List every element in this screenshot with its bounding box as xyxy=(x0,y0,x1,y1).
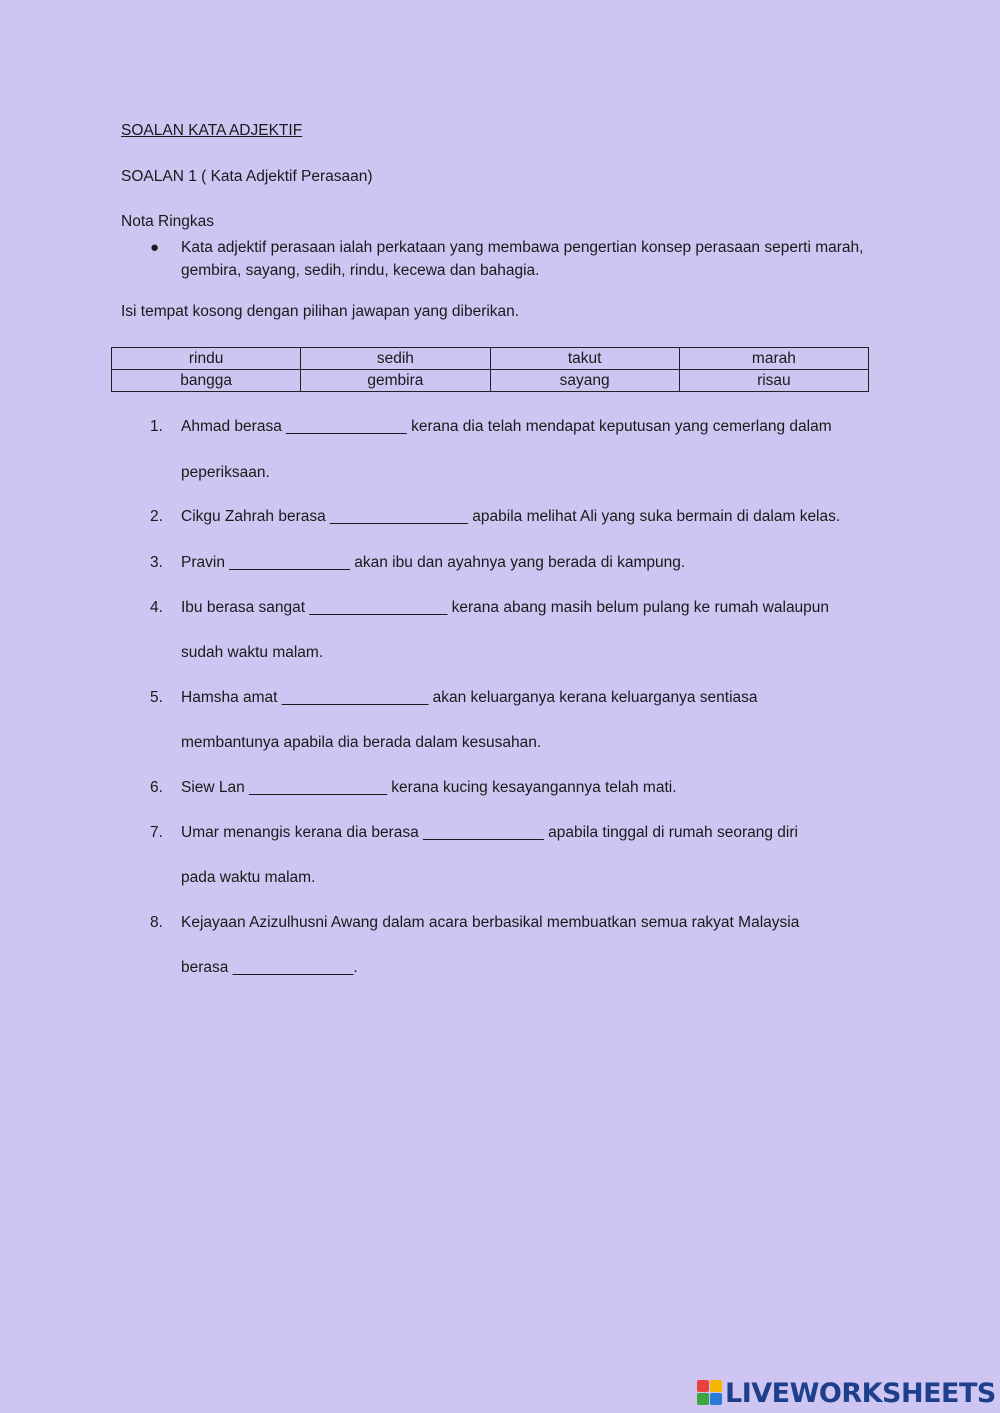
answer-choices-table xyxy=(111,347,869,392)
question-number: 7. xyxy=(150,824,163,841)
question-text-continued: sudah waktu malam. xyxy=(181,644,324,661)
notes-bullet-text: Kata adjektif perasaan ialah perkataan yang membawa pengertian konsep perasaan seperti marah, gembira, sayang, sedih, rindu, kecewa dan bahagia. xyxy=(181,239,864,279)
question-text[interactable]: Ahmad berasa ______________ kerana dia telah mendapat keputusan yang cemerlang dalam xyxy=(181,418,832,435)
notes-title: Nota Ringkas xyxy=(121,213,215,230)
question-number: 3. xyxy=(150,554,163,571)
question-section-title: SOALAN 1 ( Kata Adjektif Perasaan) xyxy=(121,168,373,185)
question-number: 5. xyxy=(150,689,163,706)
choices-row xyxy=(112,370,869,392)
choice-cell[interactable]: risau xyxy=(679,370,868,392)
question-text-continued: peperiksaan. xyxy=(181,464,270,481)
choices-row xyxy=(112,348,869,370)
question-number: 6. xyxy=(150,779,163,796)
liveworksheets-logo xyxy=(697,1376,996,1410)
question-text-continued[interactable]: berasa ______________. xyxy=(181,959,358,976)
liveworksheets-logo-icon xyxy=(697,1380,723,1406)
question-text[interactable]: Kejayaan Azizulhusni Awang dalam acara berbasikal membuatkan semua rakyat Malaysia xyxy=(181,914,800,931)
choice-cell[interactable]: sedih xyxy=(301,348,490,370)
question-number: 2. xyxy=(150,508,163,525)
question-text[interactable]: Siew Lan ________________ kerana kucing kesayangannya telah mati. xyxy=(181,779,677,796)
question-text-continued: pada waktu malam. xyxy=(181,869,316,886)
choice-cell[interactable]: bangga xyxy=(112,370,301,392)
liveworksheets-logo-text: LIVEWORKSHEETS xyxy=(725,1377,996,1409)
question-number: 8. xyxy=(150,914,163,931)
choice-cell[interactable]: marah xyxy=(679,348,868,370)
question-text[interactable]: Hamsha amat _________________ akan keluarganya kerana keluarganya sentiasa xyxy=(181,689,758,706)
question-text[interactable]: Cikgu Zahrah berasa ________________ apabila melihat Ali yang suka bermain di dalam kelas. xyxy=(181,508,841,525)
choice-cell[interactable]: takut xyxy=(490,348,679,370)
choice-cell[interactable]: rindu xyxy=(112,348,301,370)
choice-cell[interactable]: sayang xyxy=(490,370,679,392)
question-text[interactable]: Ibu berasa sangat ________________ kerana abang masih belum pulang ke rumah walaupun xyxy=(181,599,830,616)
question-number: 4. xyxy=(150,599,163,616)
question-text[interactable]: Pravin ______________ akan ibu dan ayahnya yang berada di kampung. xyxy=(181,554,686,571)
instruction-text: Isi tempat kosong dengan pilihan jawapan yang diberikan. xyxy=(121,303,520,320)
choice-cell[interactable]: gembira xyxy=(301,370,490,392)
bullet-icon: ● xyxy=(150,239,160,256)
question-text[interactable]: Umar menangis kerana dia berasa ______________ apabila tinggal di rumah seorang diri xyxy=(181,824,798,841)
question-number: 1. xyxy=(150,418,163,435)
worksheet-title: SOALAN KATA ADJEKTIF xyxy=(121,122,303,139)
question-text-continued: membantunya apabila dia berada dalam kesusahan. xyxy=(181,734,542,751)
